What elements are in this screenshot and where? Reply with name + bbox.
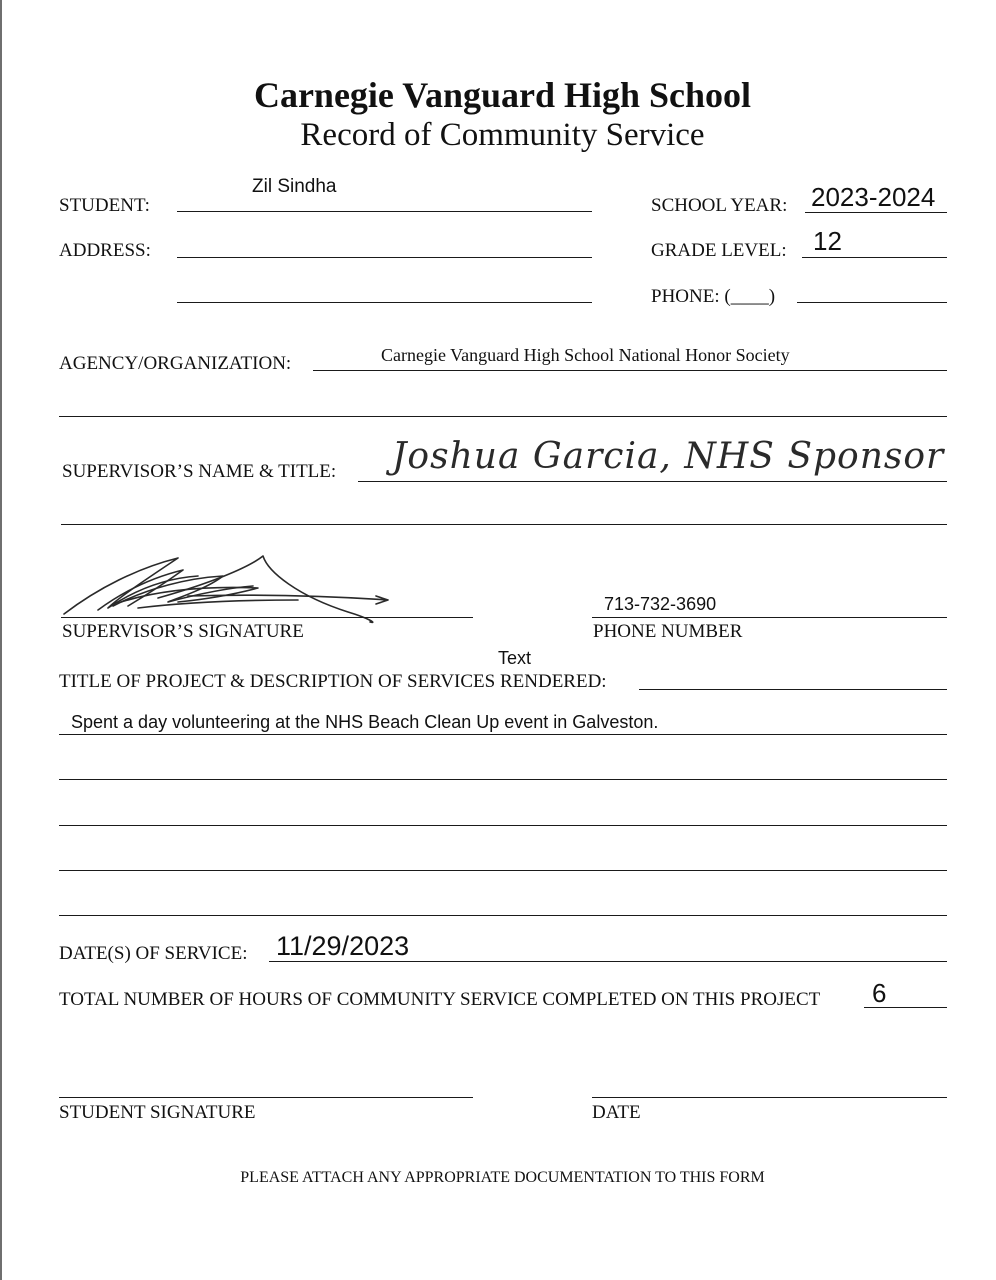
footer-note: PLEASE ATTACH ANY APPROPRIATE DOCUMENTATION TO THIS FORM bbox=[240, 1169, 765, 1186]
dates-label: DATE(S) OF SERVICE: bbox=[59, 943, 248, 964]
description-line-1 bbox=[59, 734, 947, 735]
agency-underline-2 bbox=[59, 416, 947, 417]
date-label: DATE bbox=[592, 1102, 641, 1123]
supervisor-phone-underline bbox=[592, 617, 947, 618]
student-value[interactable]: Zil Sindha bbox=[252, 176, 337, 197]
description-line-4 bbox=[59, 870, 947, 871]
student-underline bbox=[177, 211, 592, 212]
supervisor-signature-label: SUPERVISOR’S SIGNATURE bbox=[62, 621, 304, 642]
supervisor-name-label: SUPERVISOR’S NAME & TITLE: bbox=[62, 461, 337, 482]
supervisor-name-underline bbox=[358, 481, 947, 482]
phone-label: PHONE: (____) bbox=[651, 286, 776, 307]
project-label: TITLE OF PROJECT & DESCRIPTION OF SERVICES RENDERED: bbox=[59, 671, 607, 692]
page-subtitle: Record of Community Service bbox=[300, 117, 705, 153]
phone-underline bbox=[797, 302, 947, 303]
school-year-underline bbox=[805, 212, 947, 213]
agency-value[interactable]: Carnegie Vanguard High School National Honor Society bbox=[381, 345, 790, 365]
supervisor-signature-icon bbox=[58, 548, 478, 628]
supervisor-name-underline-2 bbox=[61, 524, 947, 525]
page-title: Carnegie Vanguard High School bbox=[253, 75, 752, 115]
address-underline-1 bbox=[177, 257, 592, 258]
supervisor-phone-value[interactable]: 713-732-3690 bbox=[604, 594, 717, 614]
supervisor-name-value[interactable]: Joshua Garcia, NHS Sponsor bbox=[392, 436, 945, 477]
date-underline bbox=[592, 1097, 947, 1098]
grade-level-label: GRADE LEVEL: bbox=[651, 240, 787, 261]
project-description[interactable]: Spent a day volunteering at the NHS Beach Clean Up event in Galveston. bbox=[71, 712, 659, 732]
supervisor-phone-label: PHONE NUMBER bbox=[593, 621, 743, 642]
student-signature-label: STUDENT SIGNATURE bbox=[59, 1102, 256, 1123]
hours-label: TOTAL NUMBER OF HOURS OF COMMUNITY SERVICE COMPLETED ON THIS PROJECT bbox=[59, 989, 821, 1010]
dates-underline bbox=[269, 961, 947, 962]
description-line-3 bbox=[59, 825, 947, 826]
address-label: ADDRESS: bbox=[59, 240, 151, 261]
agency-underline bbox=[313, 370, 947, 371]
agency-label: AGENCY/ORGANIZATION: bbox=[59, 353, 292, 374]
description-line-2 bbox=[59, 779, 947, 780]
dates-value[interactable]: 11/29/2023 bbox=[276, 931, 410, 961]
grade-level-underline bbox=[802, 257, 947, 258]
floating-text-label: Text bbox=[498, 648, 532, 668]
page-edge bbox=[0, 0, 2, 1280]
supervisor-signature-underline bbox=[61, 617, 473, 618]
description-line-5 bbox=[59, 915, 947, 916]
school-year-label: SCHOOL YEAR: bbox=[651, 195, 788, 216]
hours-underline bbox=[864, 1007, 947, 1008]
grade-level-value[interactable]: 12 bbox=[813, 226, 842, 256]
project-underline bbox=[639, 689, 947, 690]
student-label: STUDENT: bbox=[59, 195, 150, 216]
school-year-value[interactable]: 2023-2024 bbox=[811, 182, 936, 212]
hours-value[interactable]: 6 bbox=[872, 978, 887, 1008]
address-underline-2 bbox=[177, 302, 592, 303]
student-signature-underline bbox=[59, 1097, 473, 1098]
